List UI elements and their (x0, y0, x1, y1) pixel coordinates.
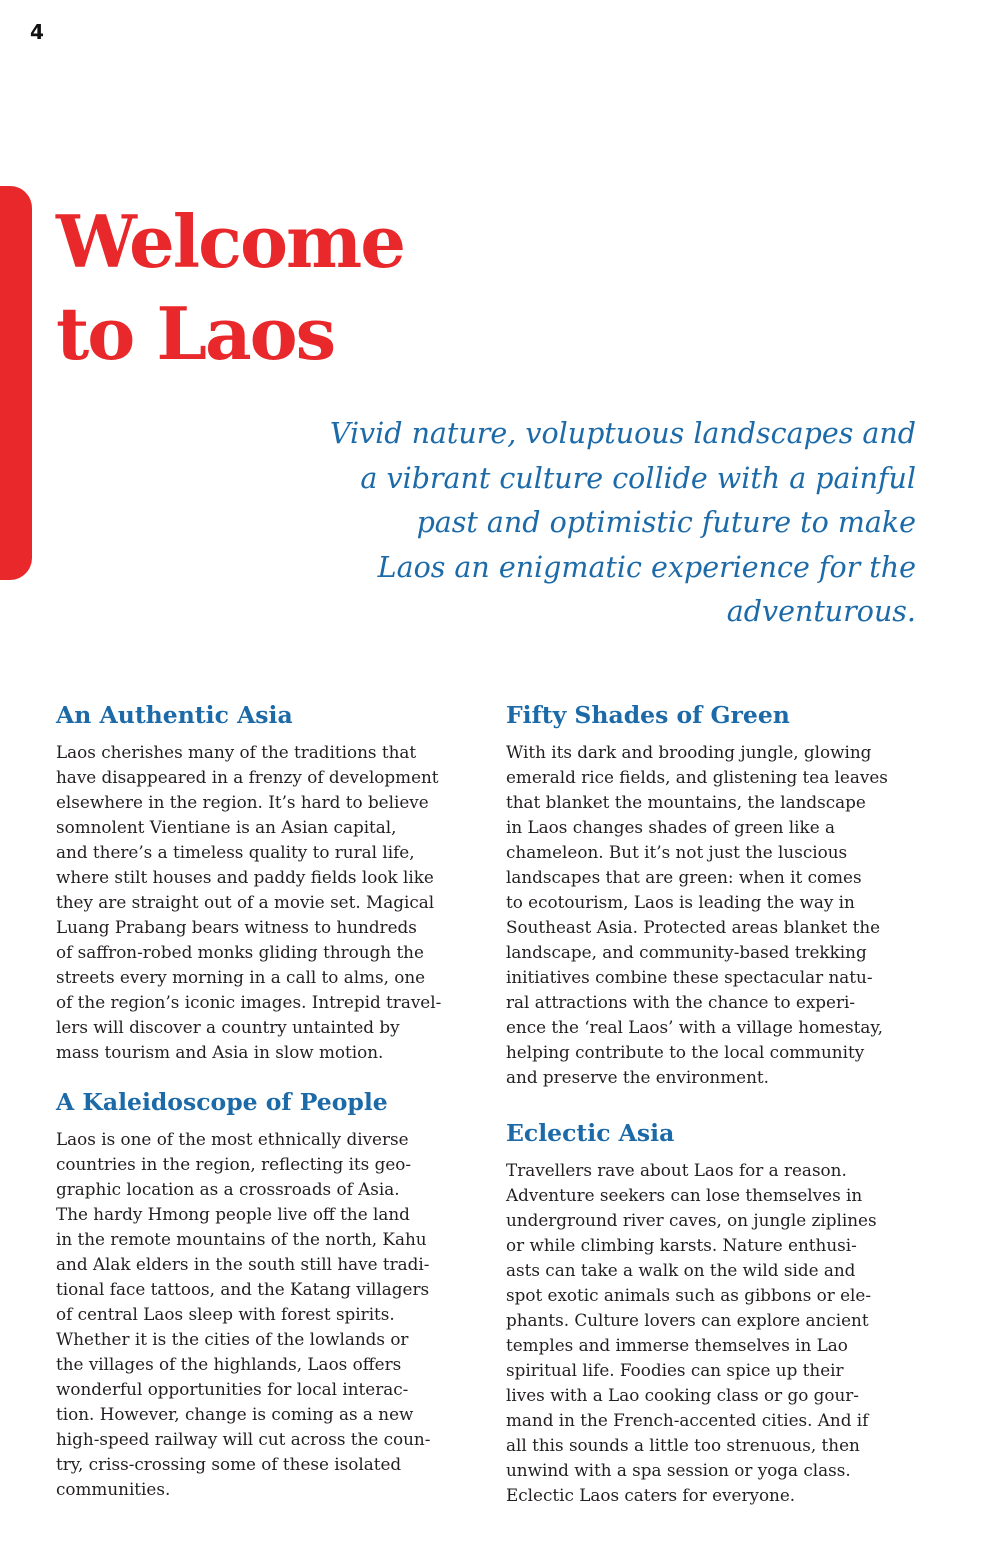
body-line: of the region’s iconic images. Intrepid travel- (56, 992, 442, 1012)
section-authentic-asia (56, 696, 476, 1065)
intro-line: a vibrant culture collide with a painful (360, 461, 916, 495)
body-line: tion. However, change is coming as a new (56, 1404, 414, 1424)
body-line: and there’s a timeless quality to rural life, (56, 842, 415, 862)
body-line: phants. Culture lovers can explore ancient (506, 1310, 869, 1330)
body-line: communities. (56, 1479, 171, 1499)
body-line: landscape, and community-based trekking (506, 942, 867, 962)
body-line: in the remote mountains of the north, Kahu (56, 1229, 427, 1249)
body-line: mass tourism and Asia in slow motion. (56, 1042, 384, 1062)
body-line: unwind with a spa session or yoga class. (506, 1460, 851, 1480)
body-line: Adventure seekers can lose themselves in (506, 1185, 863, 1205)
body-line: temples and immerse themselves in Lao (506, 1335, 848, 1355)
right-column (506, 696, 926, 1508)
body-line: of saffron-robed monks gliding through the (56, 942, 424, 962)
section-kaleidoscope-of-people (56, 1083, 476, 1502)
body-line: chameleon. But it’s not just the luscious (506, 842, 848, 862)
body-line: high-speed railway will cut across the coun- (56, 1429, 431, 1449)
body-line: graphic location as a crossroads of Asia. (56, 1179, 400, 1199)
body-line: mand in the French-accented cities. And if (506, 1410, 869, 1430)
body-line: helping contribute to the local community (506, 1042, 865, 1062)
section-heading: An Authentic Asia (56, 701, 293, 729)
section-body (56, 1127, 476, 1502)
body-line: ral attractions with the chance to experi- (506, 992, 856, 1012)
body-line: wonderful opportunities for local interac- (56, 1379, 409, 1399)
body-line: and Alak elders in the south still have tradi- (56, 1254, 430, 1274)
body-line: of central Laos sleep with forest spirits. (56, 1304, 395, 1324)
body-line: Southeast Asia. Protected areas blanket the (506, 917, 881, 937)
body-line: spiritual life. Foodies can spice up their (506, 1360, 844, 1380)
left-column (56, 696, 476, 1502)
body-line: have disappeared in a frenzy of development (56, 767, 439, 787)
section-fifty-shades-of-green (506, 696, 926, 1090)
section-heading: Eclectic Asia (506, 1119, 675, 1147)
section-heading: A Kaleidoscope of People (56, 1088, 388, 1116)
section-body (56, 740, 476, 1065)
body-line: lives with a Lao cooking class or go gour- (506, 1385, 859, 1405)
intro-line: Vivid nature, voluptuous landscapes and (329, 417, 916, 450)
body-line: Laos is one of the most ethnically diverse (56, 1129, 409, 1149)
body-line: countries in the region, reflecting its geo- (56, 1154, 412, 1174)
body-line: tional face tattoos, and the Katang villagers (56, 1279, 430, 1299)
chapter-tab-marker (0, 186, 32, 580)
body-line: all this sounds a little too strenuous, then (506, 1435, 860, 1455)
body-line: that blanket the mountains, the landscape (506, 792, 866, 812)
intro-blurb (236, 412, 916, 635)
intro-line: past and optimistic future to make (416, 506, 916, 539)
page-title (56, 196, 404, 380)
body-line: Laos cherishes many of the traditions that (56, 742, 417, 762)
body-line: try, criss-crossing some of these isolated (56, 1454, 402, 1474)
section-heading: Fifty Shades of Green (506, 701, 790, 729)
body-line: ence the ‘real Laos’ with a village homestay, (506, 1017, 883, 1037)
body-line: where stilt houses and paddy fields look like (56, 867, 434, 887)
body-line: to ecotourism, Laos is leading the way in (506, 892, 855, 912)
body-line: Whether it is the cities of the lowlands or (56, 1329, 409, 1349)
body-line: asts can take a walk on the wild side and (506, 1260, 856, 1280)
intro-line: adventurous. (726, 595, 916, 628)
body-line: lers will discover a country untainted by (56, 1017, 400, 1037)
body-line: Eclectic Laos caters for everyone. (506, 1485, 796, 1505)
body-line: initiatives combine these spectacular natu- (506, 967, 873, 987)
body-line: landscapes that are green: when it comes (506, 867, 862, 887)
section-body (506, 740, 926, 1090)
body-line: With its dark and brooding jungle, glowing (506, 742, 872, 762)
page-number: 4 (30, 20, 44, 44)
section-eclectic-asia (506, 1114, 926, 1508)
body-line: emerald rice fields, and glistening tea leaves (506, 767, 888, 787)
section-body (506, 1158, 926, 1508)
page-title-line: Welcome (56, 199, 405, 284)
body-line: Luang Prabang bears witness to hundreds (56, 917, 417, 937)
body-line: The hardy Hmong people live off the land (56, 1204, 410, 1224)
body-line: Travellers rave about Laos for a reason. (506, 1160, 847, 1180)
body-line: somnolent Vientiane is an Asian capital, (56, 817, 397, 837)
body-line: elsewhere in the region. It’s hard to believe (56, 792, 429, 812)
page-title-line: to Laos (56, 291, 335, 376)
body-line: spot exotic animals such as gibbons or ele- (506, 1285, 872, 1305)
body-line: or while climbing karsts. Nature enthusi- (506, 1235, 857, 1255)
body-line: they are straight out of a movie set. Magical (56, 892, 435, 912)
body-line: and preserve the environment. (506, 1067, 769, 1087)
body-line: underground river caves, on jungle ziplines (506, 1210, 877, 1230)
body-line: the villages of the highlands, Laos offers (56, 1354, 402, 1374)
body-line: in Laos changes shades of green like a (506, 817, 835, 837)
body-line: streets every morning in a call to alms, one (56, 967, 426, 987)
intro-line: Laos an enigmatic experience for the (377, 550, 916, 584)
